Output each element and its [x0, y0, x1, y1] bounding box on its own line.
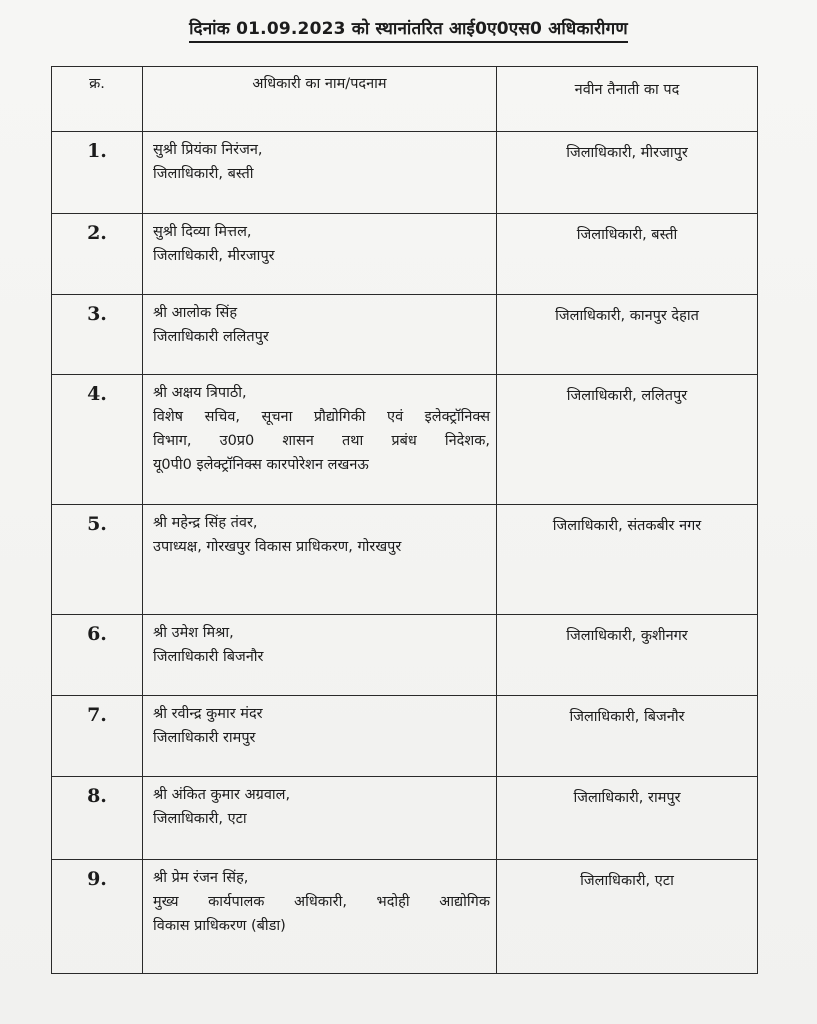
officer-designation-line: जिलाधिकारी, मीरजापुर [153, 248, 275, 264]
table-row [52, 214, 758, 295]
officer-designation-line: जिलाधिकारी ललितपुर [153, 329, 269, 345]
serial-number-cell: 6. [52, 615, 143, 696]
header-new-post: नवीन तैनाती का पद [497, 67, 758, 132]
officer-designation-line: विभाग, उ0प्र0 शासन तथा प्रबंध निदेशक, [153, 433, 490, 449]
new-post-cell: जिलाधिकारी, मीरजापुर [497, 132, 758, 214]
officer-name: श्री उमेश मिश्रा, [153, 625, 234, 641]
officer-designation-line: जिलाधिकारी रामपुर [153, 730, 256, 746]
header-serial-number: क्र. [52, 67, 143, 132]
table-row [52, 696, 758, 777]
serial-number-cell: 5. [52, 505, 143, 615]
new-post-cell: जिलाधिकारी, एटा [497, 860, 758, 974]
officer-name-cell [143, 615, 497, 696]
officer-name-cell [143, 860, 497, 974]
officer-designation-line: जिलाधिकारी, बस्ती [153, 166, 254, 182]
table-row [52, 860, 758, 974]
table-row [52, 777, 758, 860]
officer-name-cell [143, 375, 497, 505]
officer-name: श्री रवीन्द्र कुमार मंदर [153, 706, 263, 722]
table-header-row [52, 67, 758, 132]
serial-number-cell: 1. [52, 132, 143, 214]
new-post-cell: जिलाधिकारी, ललितपुर [497, 375, 758, 505]
serial-number-cell: 4. [52, 375, 143, 505]
serial-number-cell: 9. [52, 860, 143, 974]
new-post-cell: जिलाधिकारी, कुशीनगर [497, 615, 758, 696]
officer-designation-line: जिलाधिकारी बिजनौर [153, 649, 264, 665]
officer-name: श्री आलोक सिंह [153, 305, 238, 321]
table-row [52, 132, 758, 214]
officer-name-cell [143, 777, 497, 860]
document-title [0, 16, 817, 39]
officer-name-cell [143, 214, 497, 295]
officer-designation-line: उपाध्यक्ष, गोरखपुर विकास प्राधिकरण, गोरखपुर [153, 539, 402, 555]
officer-name: श्री अंकित कुमार अग्रवाल, [153, 787, 291, 803]
transfer-table [51, 66, 758, 974]
officer-designation-line: जिलाधिकारी, एटा [153, 811, 247, 827]
table-row [52, 615, 758, 696]
officer-name-cell [143, 505, 497, 615]
serial-number-cell: 2. [52, 214, 143, 295]
officer-designation-line: विकास प्राधिकरण (बीडा) [153, 918, 286, 934]
officer-name: श्री महेन्द्र सिंह तंवर, [153, 515, 258, 531]
serial-number-cell: 8. [52, 777, 143, 860]
officer-name: श्री अक्षय त्रिपाठी, [153, 385, 247, 401]
new-post-cell: जिलाधिकारी, संतकबीर नगर [497, 505, 758, 615]
officer-name: श्री प्रेम रंजन सिंह, [153, 870, 249, 886]
document-title-text: दिनांक 01.09.2023 को स्थानांतरित आई0ए0एस0 अधिकारीगण [189, 19, 628, 43]
new-post-cell: जिलाधिकारी, बस्ती [497, 214, 758, 295]
serial-number-cell: 3. [52, 295, 143, 375]
new-post-cell: जिलाधिकारी, कानपुर देहात [497, 295, 758, 375]
officer-name-cell [143, 132, 497, 214]
officer-designation-line: मुख्य कार्यपालक अधिकारी, भदोही आद्योगिक [153, 894, 490, 910]
officer-name-cell [143, 295, 497, 375]
header-officer-name: अधिकारी का नाम/पदनाम [143, 67, 497, 132]
table-row [52, 505, 758, 615]
officer-designation-line: विशेष सचिव, सूचना प्रौद्योगिकी एवं इलेक्ट्रॉनिक्स [153, 409, 490, 425]
officer-name-cell [143, 696, 497, 777]
serial-number-cell: 7. [52, 696, 143, 777]
officer-name: सुश्री दिव्या मित्तल, [153, 224, 252, 240]
officer-name: सुश्री प्रियंका निरंजन, [153, 142, 263, 158]
new-post-cell: जिलाधिकारी, बिजनौर [497, 696, 758, 777]
new-post-cell: जिलाधिकारी, रामपुर [497, 777, 758, 860]
officer-designation-line: यू0पी0 इलेक्ट्रॉनिक्स कारपोरेशन लखनऊ [153, 457, 369, 473]
table-row [52, 295, 758, 375]
table-row [52, 375, 758, 505]
